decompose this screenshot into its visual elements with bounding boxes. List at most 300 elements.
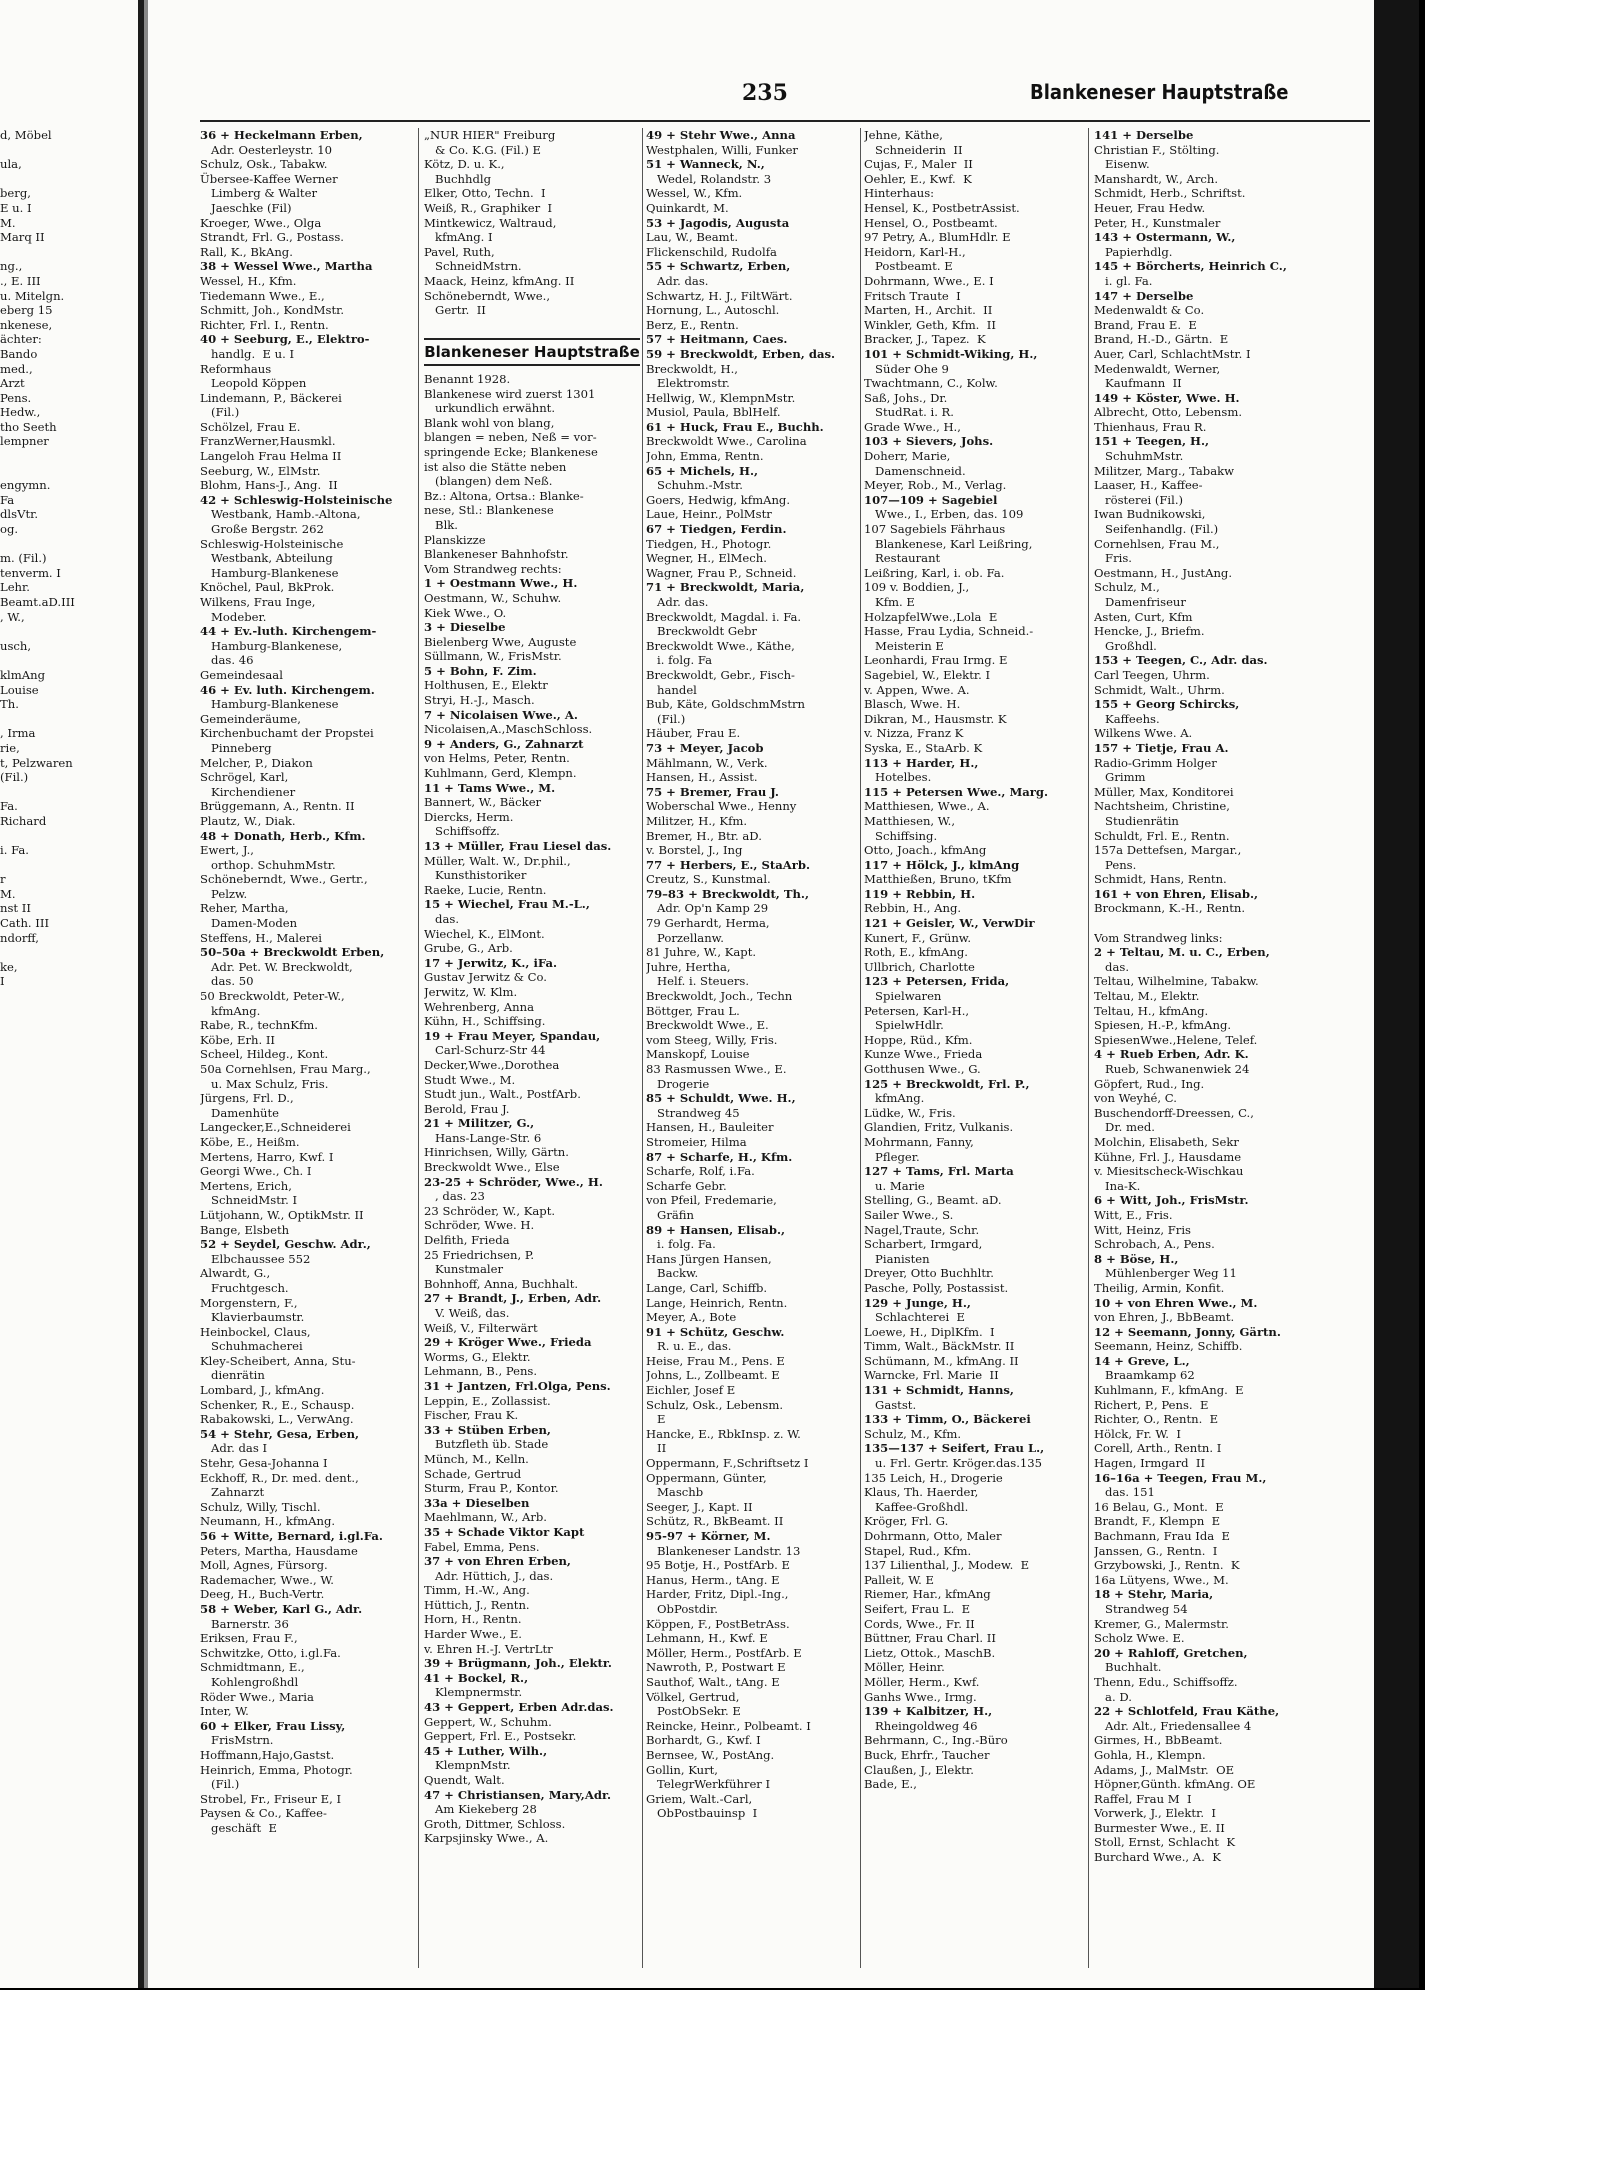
directory-line: Knöchel, Paul, BkProk. — [200, 580, 335, 595]
directory-line: Kunsthistoriker — [424, 868, 527, 883]
directory-line: Theilig, Armin, Konfit. — [1094, 1280, 1225, 1295]
directory-line: Scholz Wwe. E. — [1094, 1631, 1185, 1646]
directory-line: Schölzel, Frau E. — [200, 419, 301, 434]
directory-line: Blohm, Hans-J., Ang. II — [200, 478, 338, 493]
directory-line: 50–50a + Breckwoldt Erben, — [200, 945, 385, 960]
directory-line: Seeburg, W., ElMstr. — [200, 463, 321, 478]
directory-line: 1 + Oestmann Wwe., H. — [424, 576, 578, 591]
directory-line: Buchhalt. — [1094, 1660, 1162, 1675]
directory-line: Breckwoldt, Magdal. i. Fa. — [646, 609, 802, 624]
directory-line: Scharfe, Rolf, i.Fa. — [646, 1164, 755, 1179]
directory-line: Studienrätin — [1094, 813, 1179, 828]
directory-line: blangen = neben, Neß = vor- — [424, 430, 597, 445]
directory-line: Schneiderin II — [864, 142, 963, 157]
directory-line: Gustav Jerwitz & Co. — [424, 970, 547, 985]
directory-line: Nachtsheim, Christine, — [1094, 799, 1230, 814]
directory-line: Albrecht, Otto, Lebensm. — [1094, 405, 1243, 420]
directory-line: 43 + Geppert, Erben Adr.das. — [424, 1700, 614, 1715]
directory-line: Leonhardi, Frau Irmg. E — [864, 653, 1008, 668]
directory-line: Eckhoff, R., Dr. med. dent., — [200, 1470, 359, 1485]
directory-line: Cornehlsen, Frau M., — [1094, 536, 1220, 551]
directory-line: Raffel, Frau M I — [1094, 1791, 1192, 1806]
directory-line: 133 + Timm, O., Bäckerei — [864, 1412, 1031, 1427]
directory-line: I — [0, 974, 5, 989]
directory-line: Girmes, H., BbBeamt. — [1094, 1733, 1223, 1748]
directory-line: Glandien, Fritz, Vulkanis. — [864, 1120, 1014, 1135]
directory-line: Militzer, H., Kfm. — [646, 813, 748, 828]
directory-line: Bade, E., — [864, 1777, 917, 1792]
directory-line: 147 + Derselbe — [1094, 288, 1194, 303]
directory-line: Tiedemann Wwe., E., — [200, 288, 325, 303]
directory-line: Rheingoldweg 46 — [864, 1718, 978, 1733]
directory-line: SchneidMstr. I — [200, 1193, 298, 1208]
directory-line: Quinkardt, M. — [646, 200, 729, 215]
directory-line: Auer, Carl, SchlachtMstr. I — [1094, 346, 1251, 361]
directory-line: Fischer, Frau K. — [424, 1408, 519, 1423]
directory-line: 107 Sagebiels Fährhaus — [864, 522, 1006, 537]
column-rule — [418, 128, 419, 1968]
directory-line: Schmidt, Herb., Schriftst. — [1094, 186, 1246, 201]
directory-line: ula, — [0, 157, 22, 172]
directory-line: Hencke, J., Briefm. — [1094, 624, 1205, 639]
directory-line: Harder Wwe., E. — [424, 1627, 522, 1642]
directory-line: Richter, O., Rentn. E — [1094, 1412, 1219, 1427]
directory-line: Hamburg-Blankenese, — [200, 638, 343, 653]
directory-line: Pelzw. — [200, 886, 248, 901]
directory-line: Steffens, H., Malerei — [200, 930, 322, 945]
directory-line: Lüdke, W., Fris. — [864, 1105, 956, 1120]
directory-line: Lombard, J., kfmAng. — [200, 1383, 325, 1398]
directory-line: Brandt, F., Klempn E — [1094, 1514, 1221, 1529]
directory-line: Horn, H., Rentn. — [424, 1612, 522, 1627]
directory-line — [0, 245, 136, 260]
directory-line: Brand, Frau E. E — [1094, 317, 1197, 332]
directory-line: Adr. Op'n Kamp 29 — [646, 901, 769, 916]
directory-line: Gertr. II — [424, 303, 486, 318]
directory-line: Berz, E., Rentn. — [646, 317, 739, 332]
directory-line: von Weyhé, C. — [1094, 1091, 1177, 1106]
directory-line: M. — [0, 886, 16, 901]
directory-line: dienrätin — [200, 1368, 265, 1383]
directory-line: Westphalen, Willi, Funker — [646, 142, 798, 157]
directory-line: Westbank, Hamb.-Altona, — [200, 507, 361, 522]
directory-line: Gastst. — [864, 1397, 917, 1412]
directory-line: Hans Jürgen Hansen, — [646, 1251, 772, 1266]
directory-line: 51 + Wanneck, N., — [646, 157, 765, 172]
directory-line: 7 + Nicolaisen Wwe., A. — [424, 707, 578, 722]
street-heading-box — [424, 338, 640, 366]
directory-line: 55 + Schwartz, Erben, — [646, 259, 791, 274]
directory-line: Mertens, Harro, Kwf. I — [200, 1149, 334, 1164]
directory-line: Köbe, Erh. II — [200, 1032, 275, 1047]
directory-line: 59 + Breckwoldt, Erben, das. — [646, 346, 836, 361]
directory-line: 49 + Stehr Wwe., Anna — [646, 128, 796, 142]
directory-line: Bachmann, Frau Ida E — [1094, 1529, 1231, 1543]
directory-line: Kunstmaler — [424, 1262, 504, 1277]
directory-line: Restaurant — [864, 551, 941, 566]
directory-line: Twachtmann, C., Kolw. — [864, 376, 998, 391]
directory-line: Scharfe Gebr. — [646, 1178, 727, 1193]
directory-line: Stryi, H.-J., Masch. — [424, 693, 535, 708]
directory-line: Kunze Wwe., Frieda — [864, 1047, 983, 1062]
directory-line: Damenschneid. — [864, 463, 966, 478]
directory-line: Schuhm.-Mstr. — [646, 478, 743, 493]
directory-line: 20 + Rahloff, Gretchen, — [1094, 1645, 1248, 1660]
directory-line: 107—109 + Sagebiel — [864, 492, 998, 507]
directory-line: Schmitt, Joh., KondMstr. — [200, 303, 345, 318]
directory-line: Nicolaisen,A.,MaschSchloss. — [424, 722, 593, 737]
directory-line: Blk. — [424, 517, 458, 532]
directory-line: Timm, Walt., BäckMstr. II — [864, 1339, 1015, 1354]
directory-line: Schulz, Osk., Lebensm. — [646, 1397, 784, 1412]
directory-line: 85 + Schuldt, Wwe. H., — [646, 1091, 796, 1106]
directory-line: v. Nizza, Franz K — [864, 726, 964, 741]
directory-line: Maschb — [646, 1485, 704, 1500]
directory-line: 36 + Heckelmann Erben, — [200, 128, 363, 142]
directory-line: usch, — [0, 638, 32, 653]
directory-line: Kröger, Frl. G. — [864, 1514, 949, 1529]
directory-line: Hagen, Irmgard II — [1094, 1456, 1206, 1471]
column-rule — [1088, 128, 1089, 1968]
directory-line: 143 + Ostermann, W., — [1094, 230, 1236, 245]
directory-line: 38 + Wessel Wwe., Martha — [200, 259, 373, 274]
directory-line: Damen-Moden — [200, 916, 298, 931]
directory-line: Fris. — [1094, 551, 1132, 566]
directory-line: Lehr. — [0, 580, 30, 595]
directory-line: Heinrich, Emma, Photogr. — [200, 1762, 353, 1777]
directory-line: Stapel, Rud., Kfm. — [864, 1543, 972, 1558]
directory-line: Corell, Arth., Rentn. I — [1094, 1441, 1222, 1456]
directory-line: Laue, Heinr., PolMstr — [646, 507, 772, 522]
directory-line: v. Miesitscheck-Wischkau — [1094, 1164, 1244, 1179]
directory-line: Karpsjinsky Wwe., A. — [424, 1831, 549, 1846]
directory-line: Wilkens Wwe. A. — [1094, 726, 1193, 741]
directory-line: Kfm. E — [864, 595, 915, 609]
directory-line: Völkel, Gertrud, — [646, 1689, 740, 1704]
directory-line: 33 + Stüben Erben, — [424, 1422, 551, 1437]
directory-line: 54 + Stehr, Gesa, Erben, — [200, 1426, 360, 1441]
directory-line: Scharbert, Irmgard, — [864, 1237, 983, 1252]
directory-line: Elbchaussee 552 — [200, 1251, 311, 1266]
directory-line: a. D. — [1094, 1689, 1132, 1704]
directory-line: 2 + Teltau, M. u. C., Erben, — [1094, 945, 1270, 960]
directory-line: Matthiesen, W., — [864, 813, 956, 828]
directory-column-3 — [646, 128, 858, 1821]
directory-line: Kunert, F., Grünw. — [864, 930, 972, 945]
directory-line: ng., — [0, 259, 23, 274]
directory-line: Göpfert, Rud., Ing. — [1094, 1076, 1205, 1091]
directory-line: Butzfleth üb. Stade — [424, 1437, 549, 1452]
directory-line: Köbe, E., Heißm. — [200, 1134, 300, 1149]
directory-line: Asten, Curt, Kfm — [1094, 609, 1193, 624]
directory-line: Hölck, Fr. W. I — [1094, 1426, 1181, 1441]
directory-line: Kiek Wwe., O. — [424, 605, 507, 620]
directory-line: Breckwoldt, H., — [646, 361, 738, 376]
directory-line: 127 + Tams, Frl. Marta — [864, 1164, 1014, 1179]
directory-line: Limberg & Walter — [200, 186, 317, 201]
directory-line: 57 + Heitmann, Caes. — [646, 332, 788, 347]
directory-line: Teltau, Wilhelmine, Tabakw. — [1094, 974, 1259, 989]
directory-line: Hinrichsen, Willy, Gärtn. — [424, 1145, 569, 1160]
directory-line: 77 + Herbers, E., StaArb. — [646, 857, 810, 872]
directory-line: Hornung, L., Autoschl. — [646, 303, 780, 318]
directory-line: Decker,Wwe.,Dorothea — [424, 1057, 560, 1072]
directory-line: 42 + Schleswig-Holsteinische — [200, 492, 393, 507]
directory-line: Wagner, Frau P., Schneid. — [646, 565, 797, 580]
directory-line: Blankenese wird zuerst 1301 — [424, 386, 596, 401]
directory-line: 60 + Elker, Frau Lissy, — [200, 1718, 346, 1733]
directory-line: Rebbin, H., Ang. — [864, 901, 962, 916]
directory-line: Schulz, Osk., Tabakw. — [200, 157, 328, 172]
directory-line: 119 + Rebbin, H. — [864, 886, 976, 901]
directory-line: Militzer, Marg., Tabakw — [1094, 463, 1235, 478]
directory-line — [0, 172, 136, 187]
directory-line: Stehr, Gesa-Johanna I — [200, 1456, 328, 1471]
directory-line: Braamkamp 62 — [1094, 1368, 1195, 1383]
directory-line: Schiffsoffz. — [424, 824, 500, 839]
directory-line: 22 + Schlotfeld, Frau Käthe, — [1094, 1704, 1280, 1719]
directory-line: Übersee-Kaffee Werner — [200, 171, 338, 186]
directory-line: Gemeindesaal — [200, 667, 283, 682]
directory-line: 153 + Teegen, C., Adr. das. — [1094, 653, 1268, 668]
directory-line: Gotthusen Wwe., G. — [864, 1062, 981, 1076]
directory-line: Pens. — [0, 390, 32, 405]
directory-line: Lehmann, B., Pens. — [424, 1364, 538, 1379]
directory-line: Seeger, J., Kapt. II — [646, 1499, 753, 1514]
directory-line: Zahnarzt — [200, 1485, 265, 1500]
directory-line: 109 v. Boddien, J., — [864, 580, 970, 595]
directory-line: Reher, Martha, — [200, 901, 289, 916]
directory-line: Böttger, Frau L. — [646, 1003, 740, 1018]
directory-line: Reformhaus — [200, 361, 272, 376]
directory-line: II — [646, 1441, 667, 1456]
directory-line: Postbeamt. E — [864, 259, 953, 274]
directory-line: Süllmann, W., FrisMstr. — [424, 649, 562, 664]
directory-line: Benannt 1928. — [424, 372, 511, 386]
directory-line: Adr. das. — [646, 595, 709, 609]
directory-line: 95 Botje, H., PostfArb. E — [646, 1558, 790, 1573]
directory-line: Wehrenberg, Anna — [424, 999, 535, 1014]
directory-line: Kuhlmann, Gerd, Klempn. — [424, 766, 577, 781]
directory-line: Petersen, Karl-H., — [864, 1003, 970, 1018]
directory-line: Hancke, E., RbkInsp. z. W. — [646, 1426, 801, 1441]
directory-line: HolzapfelWwe.,Lola E — [864, 609, 998, 624]
directory-line: Breckwoldt Wwe., Käthe, — [646, 638, 795, 653]
directory-line: Sailer Wwe., S. — [864, 1207, 954, 1222]
page-edge-border — [1419, 0, 1425, 1990]
directory-line: Schmidt, Walt., Uhrm. — [1094, 682, 1225, 697]
directory-line: Bohnhoff, Anna, Buchhalt. — [424, 1276, 579, 1291]
directory-line: Seifert, Frau L. E — [864, 1601, 971, 1616]
directory-line: 113 + Harder, H., — [864, 755, 979, 770]
directory-line: Carl Teegen, Uhrm. — [1094, 667, 1210, 682]
directory-line: Kohlengroßhdl — [200, 1674, 299, 1689]
directory-line: Weiß, V., Filterwärt — [424, 1320, 538, 1335]
directory-line: med., — [0, 361, 33, 376]
directory-line: Süder Ohe 9 — [864, 361, 949, 376]
directory-line: Witt, E., Fris. — [1094, 1207, 1173, 1222]
directory-line: Studt Wwe., M. — [424, 1072, 516, 1087]
directory-line: Damenhüte — [200, 1105, 280, 1120]
directory-line: Palleit, W. E — [864, 1572, 934, 1587]
column-rule — [860, 128, 861, 1968]
directory-line: 123 + Petersen, Frida, — [864, 974, 1010, 989]
directory-line: Melcher, P., Diakon — [200, 755, 313, 770]
directory-line: Goers, Hedwig, kfmAng. — [646, 492, 791, 507]
directory-line: SchneidMstrn. — [424, 259, 522, 274]
directory-line: Meyer, A., Bote — [646, 1310, 737, 1325]
directory-line: v. Appen, Wwe. A. — [864, 682, 970, 697]
directory-line: Helf. i. Steuers. — [646, 974, 750, 989]
directory-line: Cujas, F., Maler II — [864, 157, 973, 172]
directory-line: Alwardt, G., — [200, 1266, 271, 1281]
directory-line: Pinneberg — [200, 740, 272, 755]
directory-line: 12 + Seemann, Jonny, Gärtn. — [1094, 1324, 1281, 1339]
directory-line: 41 + Bockel, R., — [424, 1670, 529, 1685]
directory-line: Kaffeehs. — [1094, 711, 1160, 726]
directory-line — [0, 785, 136, 800]
directory-line: Wegner, H., ElMech. — [646, 551, 767, 566]
directory-line — [0, 143, 136, 158]
directory-line: 31 + Jantzen, Frl.Olga, Pens. — [424, 1378, 611, 1393]
directory-line: Backw. — [646, 1266, 699, 1281]
directory-line: tenverm. I — [0, 565, 61, 580]
directory-line: engymn. — [0, 478, 51, 493]
directory-line: Gohla, H., Klempn. — [1094, 1747, 1206, 1762]
directory-line: Borhardt, G., Kwf. I — [646, 1733, 761, 1748]
directory-line: Sauthof, Walt., tAng. E — [646, 1674, 780, 1689]
directory-line: 145 + Börcherts, Heinrich C., — [1094, 259, 1287, 274]
book-spine-edge — [144, 0, 148, 1990]
directory-line: Thienhaus, Frau R. — [1094, 419, 1207, 434]
directory-line: 13 + Müller, Frau Liesel das. — [424, 839, 612, 853]
directory-line: v. Ehren H.-J. VertrLtr — [424, 1641, 553, 1656]
page-edge-band — [1374, 0, 1419, 1990]
directory-line: 97 Petry, A., BlumHdlr. E — [864, 230, 1011, 245]
directory-line: Musiol, Paula, BblHelf. — [646, 405, 781, 420]
directory-line: Röder Wwe., Maria — [200, 1689, 314, 1704]
column-rule — [642, 128, 643, 1968]
directory-line: Adr. das. — [646, 273, 709, 288]
directory-line: Moll, Agnes, Fürsorg. — [200, 1558, 328, 1573]
page-number: 235 — [742, 80, 788, 106]
directory-line: 161 + von Ehren, Elisab., — [1094, 886, 1259, 901]
directory-line: Mählmann, W., Verk. — [646, 755, 768, 770]
directory-line: kfmAng. — [864, 1091, 925, 1106]
directory-line: 157 + Tietje, Frau A. — [1094, 740, 1229, 755]
directory-line: Fa — [0, 492, 15, 507]
directory-line: 8 + Böse, H., — [1094, 1251, 1179, 1266]
directory-line: Kirchendiener — [200, 784, 296, 799]
directory-line: Fa. — [0, 799, 18, 814]
directory-line: Schenker, R., E., Schausp. — [200, 1397, 355, 1412]
directory-line: 44 + Ev.-luth. Kirchengem- — [200, 624, 377, 639]
directory-line: 10 + von Ehren Wwe., M. — [1094, 1295, 1258, 1310]
directory-line: 11 + Tams Wwe., M. — [424, 780, 556, 795]
directory-line: Bannert, W., Bäcker — [424, 795, 542, 810]
directory-line: dlsVtr. — [0, 507, 39, 522]
directory-line: Berold, Frau J. — [424, 1101, 510, 1116]
left-page-fragment-column — [0, 128, 136, 989]
directory-line: 25 Friedrichsen, P. — [424, 1247, 535, 1262]
directory-line: Dohrmann, Otto, Maler — [864, 1529, 1002, 1543]
directory-line: Manshardt, W., Arch. — [1094, 171, 1219, 186]
directory-line: Langecker,E.,Schneiderei — [200, 1120, 351, 1135]
directory-line: Geppert, W., Schuhm. — [424, 1714, 552, 1729]
directory-line: FranzWerner,Hausmkl. — [200, 434, 336, 449]
directory-line: Planskizze — [424, 532, 486, 547]
directory-line: 95-97 + Körner, M. — [646, 1529, 771, 1543]
directory-line — [0, 653, 136, 668]
directory-line: Laaser, H., Kaffee- — [1094, 478, 1203, 493]
directory-line: Hasse, Frau Lydia, Schneid.- — [864, 624, 1034, 639]
directory-line: Hensel, O., Postbeamt. — [864, 215, 998, 230]
directory-line: u. Marie — [864, 1178, 925, 1193]
directory-line: Dr. med. — [1094, 1120, 1155, 1135]
directory-line: Vorwerk, J., Elektr. I — [1094, 1806, 1216, 1821]
directory-line: PostObSekr. E — [646, 1704, 741, 1719]
directory-line: Reincke, Heinr., Polbeamt. I — [646, 1718, 811, 1733]
directory-line — [0, 945, 136, 960]
directory-line: Stelling, G., Beamt. aD. — [864, 1193, 1002, 1208]
directory-line: Adams, J., MalMstr. OE — [1094, 1762, 1235, 1777]
directory-line: 125 + Breckwoldt, Frl. P., — [864, 1076, 1030, 1091]
directory-line: Seemann, Heinz, Schiffb. — [1094, 1339, 1243, 1354]
directory-column-2-bottom — [424, 372, 640, 1846]
directory-line: Kley-Scheibert, Anna, Stu- — [200, 1353, 356, 1368]
directory-line: klmAng — [0, 667, 45, 682]
directory-line: 149 + Köster, Wwe. H. — [1094, 390, 1240, 405]
directory-line: (Fil.) — [646, 711, 686, 726]
directory-line: Buck, Ehrfr., Taucher — [864, 1747, 990, 1762]
page-bottom-edge — [0, 1988, 1419, 1990]
directory-line: Oehler, E., Kwf. K — [864, 171, 972, 186]
directory-line — [0, 464, 136, 479]
directory-line: Bange, Elsbeth — [200, 1222, 290, 1237]
directory-line: Richard — [0, 813, 47, 828]
directory-line: 23 Schröder, W., Kapt. — [424, 1203, 556, 1218]
directory-line: 87 + Scharfe, H., Kfm. — [646, 1149, 793, 1164]
directory-line: Elker, Otto, Techn. I — [424, 186, 546, 201]
directory-line: 103 + Sievers, Johs. — [864, 434, 994, 449]
directory-line: Schütz, R., BkBeamt. II — [646, 1514, 784, 1529]
directory-line: Papierhdlg. — [1094, 244, 1173, 259]
directory-line: Pianisten — [864, 1251, 930, 1266]
directory-line: 46 + Ev. luth. Kirchengem. — [200, 682, 375, 697]
directory-line: Schuhmacherei — [200, 1339, 303, 1354]
directory-line: Worms, G., Elektr. — [424, 1349, 531, 1364]
directory-line: 35 + Schade Viktor Kapt — [424, 1524, 585, 1539]
directory-line: 141 + Derselbe — [1094, 128, 1194, 142]
directory-line: 14 + Greve, L., — [1094, 1353, 1190, 1368]
directory-line: Barnerstr. 36 — [200, 1616, 289, 1631]
directory-line: Kühn, H., Schiffsing. — [424, 1014, 546, 1029]
directory-line: 37 + von Ehren Erben, — [424, 1554, 571, 1569]
directory-line: 58 + Weber, Karl G., Adr. — [200, 1601, 363, 1616]
directory-line: 15 + Wiechel, Frau M.-L., — [424, 897, 590, 912]
directory-line: Breckwoldt, Joch., Techn — [646, 989, 793, 1004]
directory-line: Modeber. — [200, 609, 267, 624]
directory-line: Büttner, Frau Charl. II — [864, 1631, 996, 1646]
directory-line: Pasche, Polly, Postassist. — [864, 1280, 1009, 1295]
directory-line: berg, — [0, 186, 31, 201]
directory-line: Brockmann, K.-H., Rentn. — [1094, 901, 1246, 916]
directory-line: Radio-Grimm Holger — [1094, 755, 1217, 770]
directory-line: Strandweg 54 — [1094, 1601, 1188, 1616]
directory-line: Gräfin — [646, 1207, 694, 1222]
directory-line: Richert, P., Pens. E — [1094, 1397, 1209, 1412]
directory-line: Kaufmann II — [1094, 376, 1182, 391]
